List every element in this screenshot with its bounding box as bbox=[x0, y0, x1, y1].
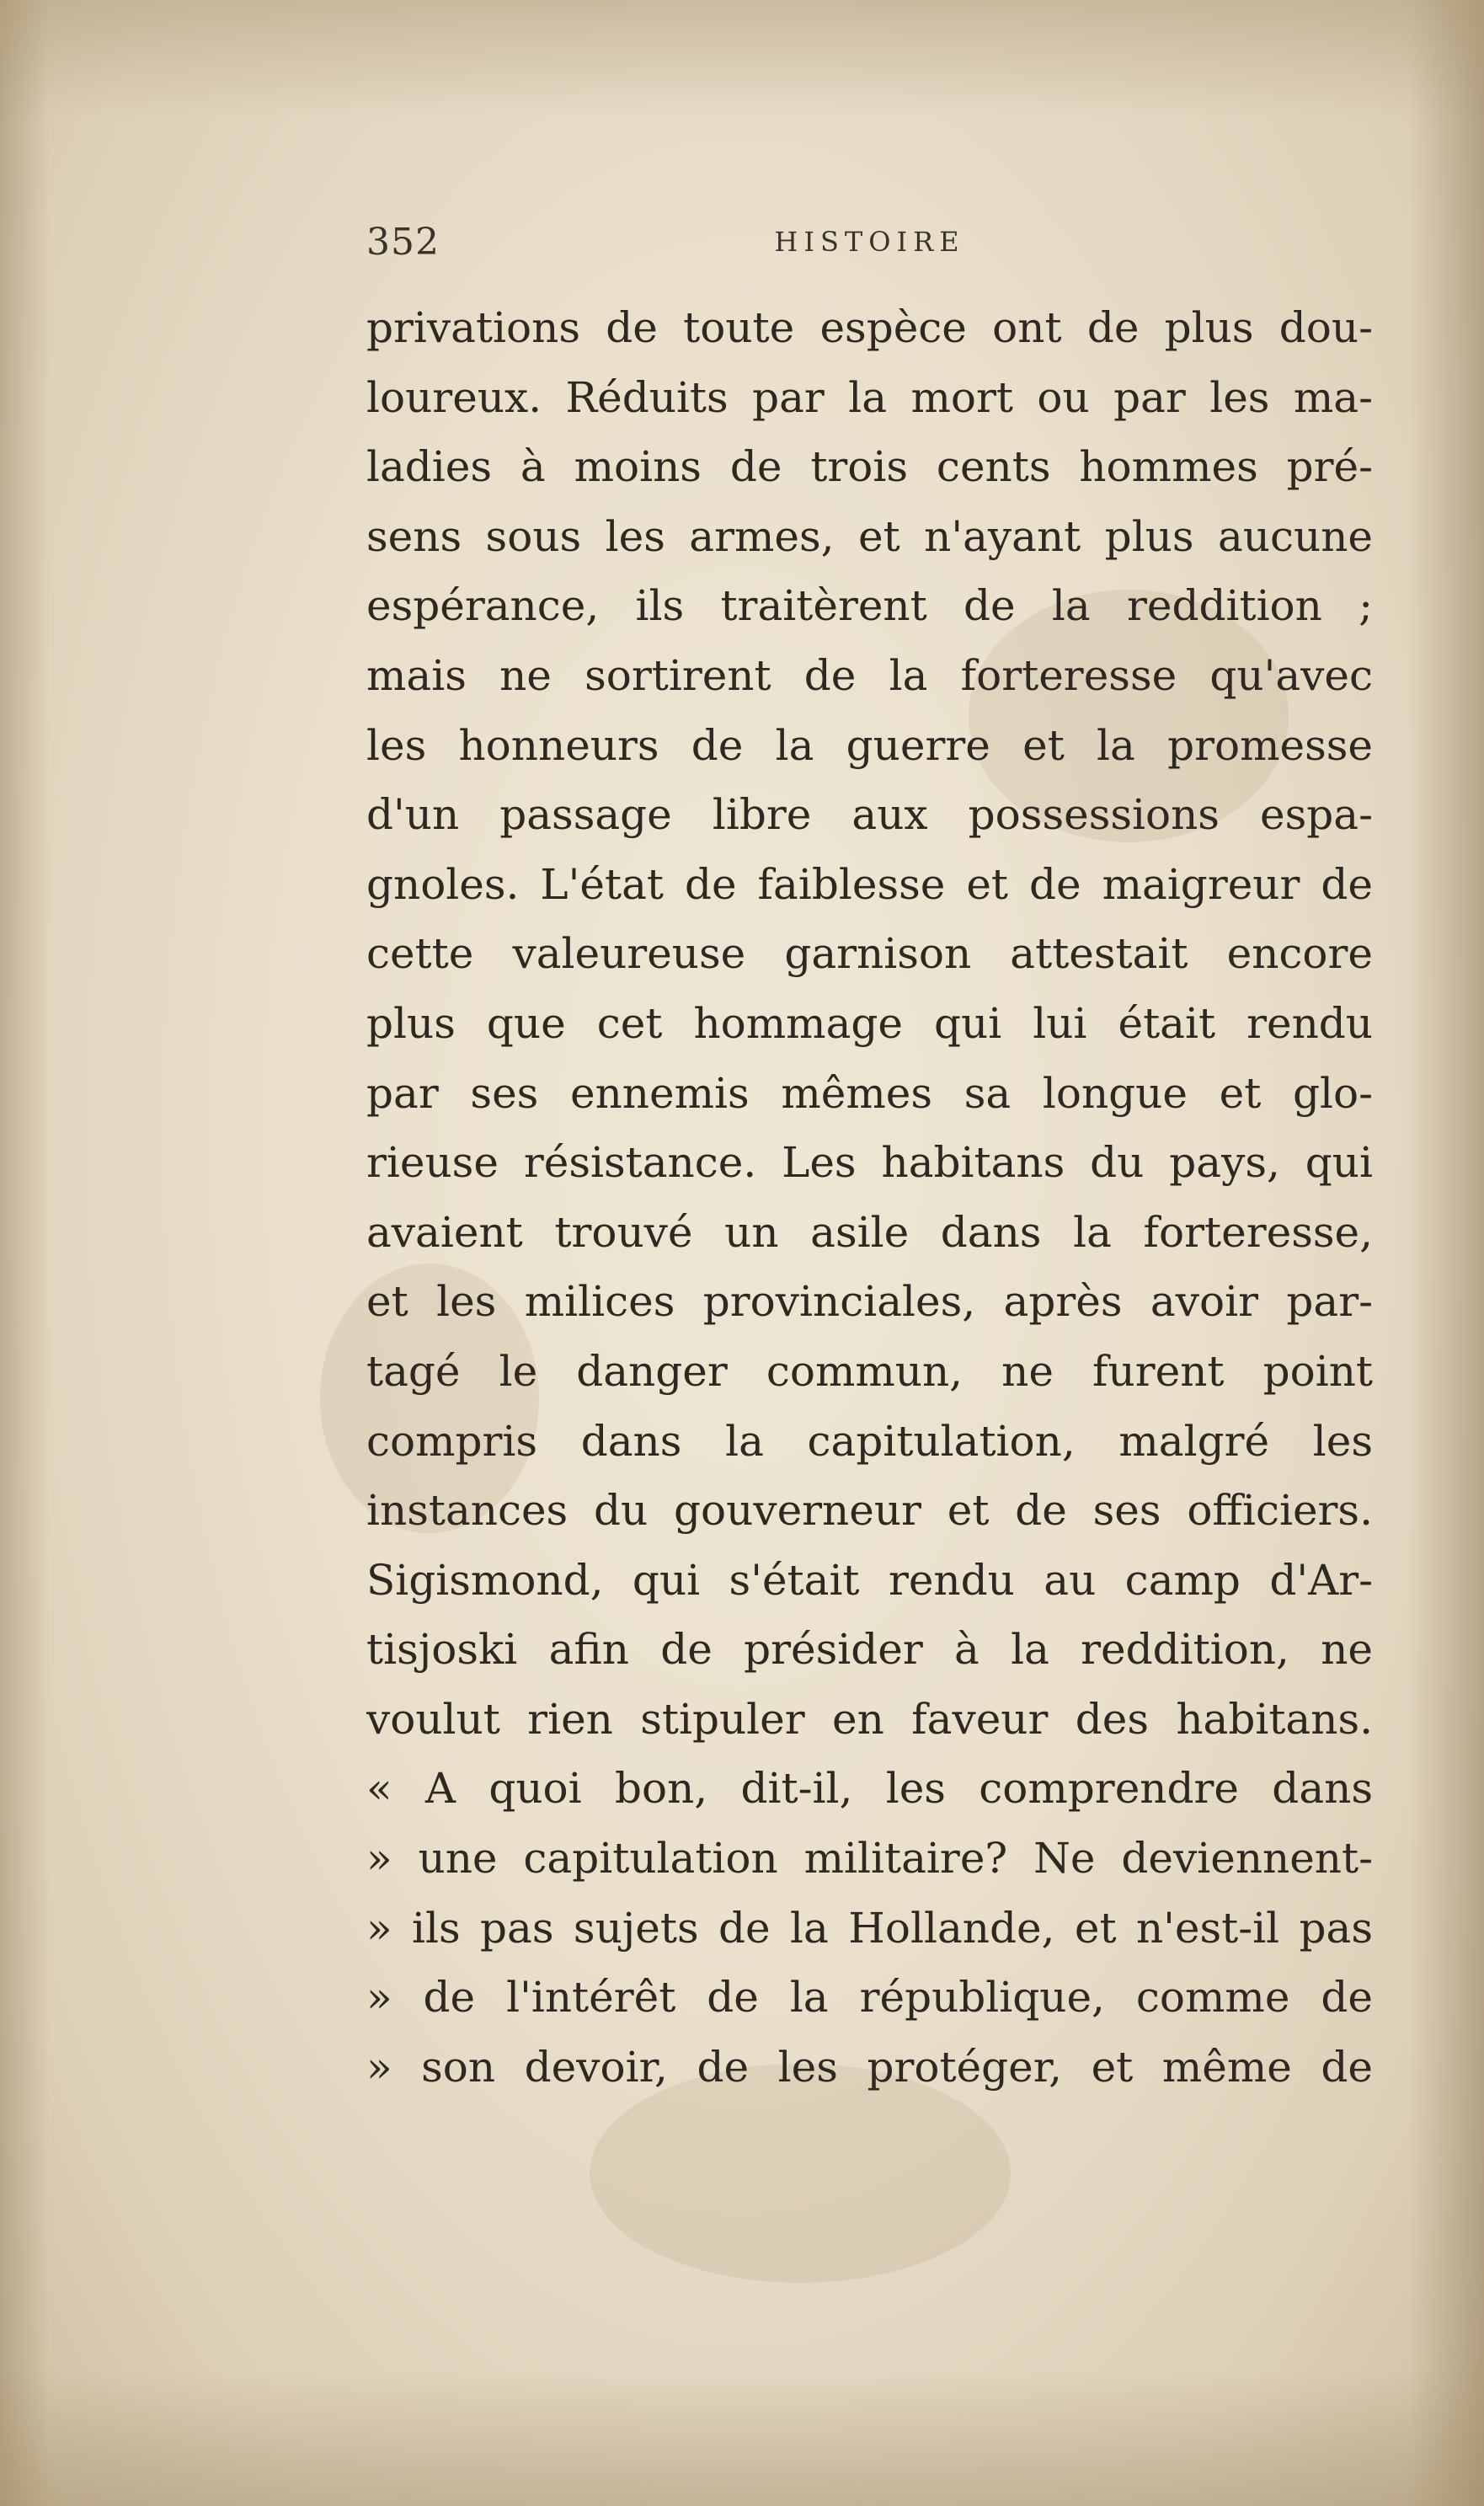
text-line: mais ne sortirent de la forteresse qu'avec bbox=[366, 650, 1373, 700]
text-line: gnoles. L'état de faiblesse et de maigreur de bbox=[366, 859, 1373, 909]
text-line: voulut rien stipuler en faveur des habitans. bbox=[366, 1694, 1373, 1744]
text-line: » ils pas sujets de la Hollande, et n'est-il pas bbox=[366, 1903, 1373, 1953]
running-title: HISTOIRE bbox=[774, 226, 965, 258]
text-line: privations de toute espèce ont de plus dou- bbox=[366, 303, 1373, 352]
text-line: d'un passage libre aux possessions espa- bbox=[366, 790, 1373, 840]
text-line: plus que cet hommage qui lui était rendu bbox=[366, 998, 1373, 1048]
body-text bbox=[366, 293, 1373, 2102]
text-line: tagé le danger commun, ne furent point bbox=[366, 1346, 1373, 1396]
text-line: espérance, ils traitèrent de la reddition ; bbox=[366, 581, 1373, 631]
text-line: sens sous les armes, et n'ayant plus aucune bbox=[366, 511, 1373, 561]
text-line: tisjoski afin de présider à la reddition, ne bbox=[366, 1625, 1373, 1675]
text-line: ladies à moins de trois cents hommes pré- bbox=[366, 442, 1373, 492]
page-header bbox=[366, 221, 1373, 280]
page-edge-shadow-top bbox=[0, 0, 1484, 118]
text-line: instances du gouverneur et de ses officiers. bbox=[366, 1486, 1373, 1536]
text-line: » de l'intérêt de la république, comme de bbox=[366, 1973, 1373, 2022]
text-line: les honneurs de la guerre et la promesse bbox=[366, 720, 1373, 770]
page-number: 352 bbox=[366, 221, 440, 264]
text-line: rieuse résistance. Les habitans du pays, qui bbox=[366, 1138, 1373, 1188]
text-line: » une capitulation militaire? Ne deviennent- bbox=[366, 1834, 1373, 1884]
text-line: » son devoir, de les protéger, et même de bbox=[366, 2042, 1373, 2092]
text-line: « A quoi bon, dit-il, les comprendre dans bbox=[366, 1764, 1373, 1814]
text-line: par ses ennemis mêmes sa longue et glo- bbox=[366, 1068, 1373, 1118]
text-line: loureux. Réduits par la mort ou par les ma- bbox=[366, 372, 1373, 422]
page-edge-shadow-left bbox=[0, 0, 51, 2506]
page-edge-shadow-right bbox=[1408, 0, 1484, 2506]
text-line: Sigismond, qui s'était rendu au camp d'Ar- bbox=[366, 1555, 1373, 1605]
text-line: et les milices provinciales, après avoir par- bbox=[366, 1277, 1373, 1327]
page-edge-shadow-bottom bbox=[0, 2371, 1484, 2506]
text-line: cette valeureuse garnison attestait encore bbox=[366, 929, 1373, 979]
text-line: avaient trouvé un asile dans la forteresse, bbox=[366, 1207, 1373, 1257]
text-line: compris dans la capitulation, malgré les bbox=[366, 1416, 1373, 1466]
